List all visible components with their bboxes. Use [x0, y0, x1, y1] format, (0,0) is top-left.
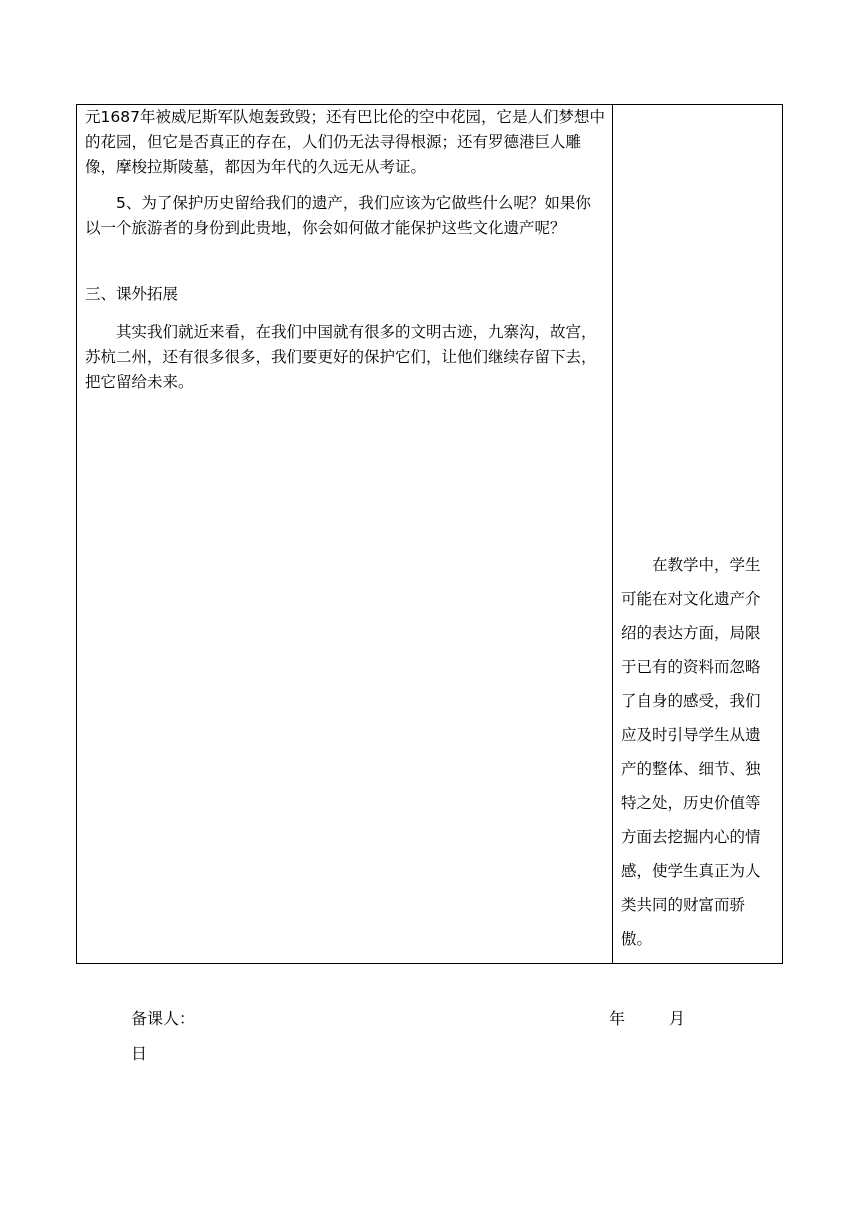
column-divider — [612, 105, 613, 963]
prepared-by-label: 备课人： — [131, 1009, 196, 1028]
day-label: 日 — [131, 1044, 148, 1063]
teaching-note: 在教学中，学生可能在对文化遗产介绍的表达方面，局限于已有的资料而忽略了自身的感受，我们应及时引导学生从遗产的整体、细节、独特之处，历史价值等方面去挖掘内心的情感，使学生真正为人类共同的财富而骄傲。 — [621, 556, 761, 948]
year-number: 1687 — [100, 108, 140, 126]
question-5 — [85, 191, 605, 241]
teaching-note-cell — [621, 548, 771, 956]
footer-signature-line — [0, 1006, 860, 1028]
section-heading: 三、课外拓展 — [85, 285, 179, 303]
lesson-plan-table — [76, 104, 783, 964]
paragraph-text-rest: 年被威尼斯军队炮轰致毁；还有巴比伦的空中花园，它是人们梦想中的花园，但它是否真正的存在，人们仍无法寻得根源；还有罗德港巨人雕像，摩梭拉斯陵墓，都因为年代的久远无从考证。 — [85, 108, 605, 176]
paragraph-heritage-history — [85, 105, 605, 180]
year-label: 年 — [609, 1009, 626, 1028]
month-label: 月 — [669, 1009, 686, 1028]
paragraph-text-start: 元 — [85, 108, 101, 126]
paragraph-extension: 其实我们就近来看，在我们中国就有很多的文明古迹，九寨沟，故宫，苏杭二州，还有很多很多，我们要更好的保护它们，让他们继续存留下去，把它留给未来。 — [85, 323, 597, 391]
question-number: 5 — [116, 194, 126, 212]
question-text: 、为了保护历史留给我们的遗产，我们应该为它做些什么呢？如果你以一个旅游者的身份到此贵地，你会如何做才能保护这些文化遗产呢？ — [85, 194, 591, 237]
